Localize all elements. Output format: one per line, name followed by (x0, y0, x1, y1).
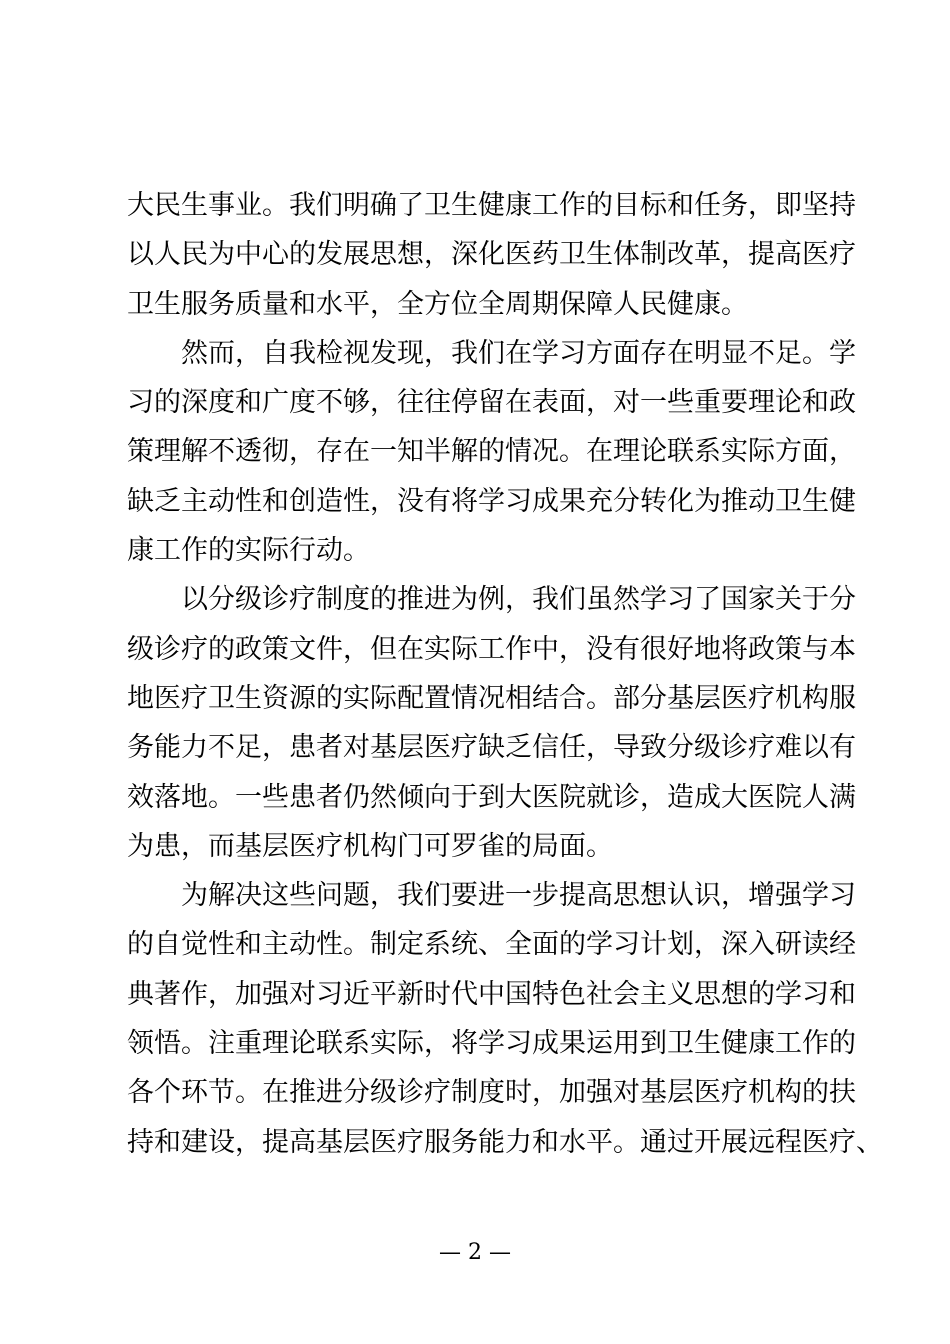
text-line: 策理解不透彻，存在一知半解的情况。在理论联系实际方面， (127, 436, 856, 468)
text-line: 为解决这些问题，我们要进一步提高思想认识，增强学习 (181, 880, 856, 912)
text-line: 缺乏主动性和创造性，没有将学习成果充分转化为推动卫生健 (127, 485, 856, 517)
paragraph-2 (127, 329, 856, 575)
paragraph-1 (127, 181, 856, 329)
text-line: 持和建设，提高基层医疗服务能力和水平。通过开展远程医疗、 (127, 1126, 883, 1158)
body-text (127, 181, 883, 1167)
text-line: 以分级诊疗制度的推进为例，我们虽然学习了国家关于分 (181, 584, 856, 616)
text-line: 为患，而基层医疗机构门可罗雀的局面。 (127, 830, 613, 862)
text-line: 级诊疗的政策文件，但在实际工作中，没有很好地将政策与本 (127, 633, 856, 665)
text-line: 大民生事业。我们明确了卫生健康工作的目标和任务，即坚持 (127, 190, 856, 221)
text-line: 各个环节。在推进分级诊疗制度时，加强对基层医疗机构的扶 (127, 1077, 856, 1109)
text-line: 地医疗卫生资源的实际配置情况相结合。部分基层医疗机构服 (127, 682, 856, 714)
paragraph-4 (127, 871, 883, 1167)
text-line: 卫生服务质量和水平，全方位全周期保障人民健康。 (127, 288, 748, 320)
text-line: 务能力不足，患者对基层医疗缺乏信任，导致分级诊疗难以有 (127, 732, 856, 764)
text-line: 以人民为中心的发展思想，深化医药卫生体制改革，提高医疗 (127, 239, 856, 271)
text-line: 的自觉性和主动性。制定系统、全面的学习计划，深入研读经 (127, 929, 856, 961)
page-number: — 2 — (439, 1240, 511, 1265)
text-line: 然而，自我检视发现，我们在学习方面存在明显不足。学 (181, 337, 856, 369)
text-line: 康工作的实际行动。 (127, 535, 370, 567)
text-line: 领悟。注重理论联系实际，将学习成果运用到卫生健康工作的 (127, 1028, 856, 1060)
text-line: 效落地。一些患者仍然倾向于到大医院就诊，造成大医院人满 (127, 781, 856, 813)
paragraph-3 (127, 575, 856, 871)
text-line: 习的深度和广度不够，往往停留在表面，对一些重要理论和政 (127, 387, 856, 419)
text-line: 典著作，加强对习近平新时代中国特色社会主义思想的学习和 (127, 978, 856, 1010)
